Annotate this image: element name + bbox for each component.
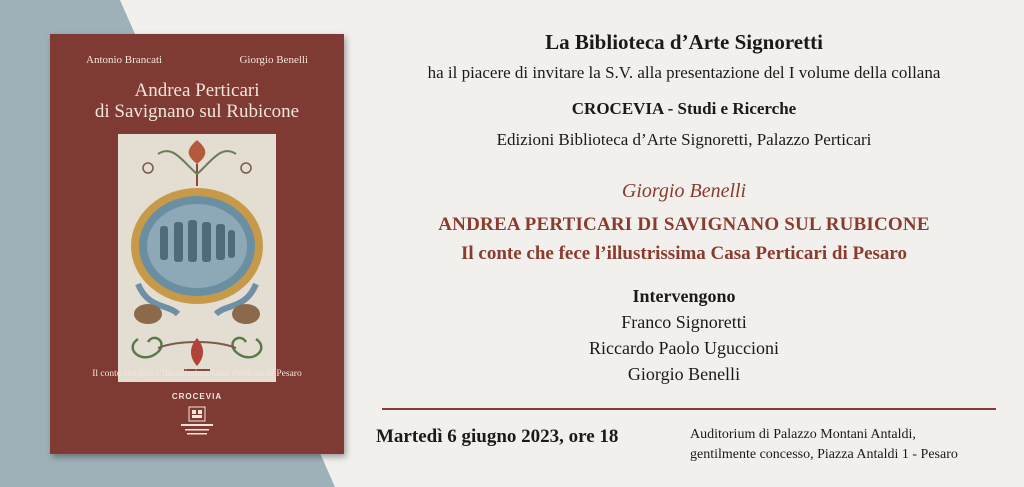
- book-cover-title-line2: di Savignano sul Rubicone: [94, 101, 300, 122]
- host-title: La Biblioteca d’Arte Signoretti: [545, 30, 823, 54]
- book-cover-series: CROCEVIA: [171, 392, 223, 401]
- speakers-heading: Intervengono: [632, 286, 736, 306]
- book-cover-subtitle-part2: l’illustrissima Casa Perticari di Pesaro: [154, 369, 302, 379]
- book-title: ANDREA PERTICARI DI SAVIGNANO SUL RUBICONE: [438, 214, 930, 235]
- publisher-logo-icon: [177, 406, 217, 436]
- book-cover-title-line1: Andrea Perticari: [134, 80, 260, 101]
- series-name: CROCEVIA - Studi e Ricerche: [571, 99, 797, 118]
- book-cover-subtitle-part1: Il conte che: [92, 369, 139, 379]
- book-cover-subtitle-italic: fece: [138, 369, 155, 379]
- divider-line: [382, 408, 996, 410]
- book-subtitle: Il conte che fece l’illustrissima Casa Perticari di Pesaro: [460, 243, 908, 264]
- book-cover-authors: [50, 54, 344, 66]
- book-cover-title: [50, 80, 344, 122]
- event-date-time: Martedì 6 giugno 2023, ore 18: [376, 426, 619, 447]
- venue-line2: gentilmente concesso, Piazza Antaldi 1 - Pesaro: [690, 447, 958, 462]
- speaker-name: Giorgio Benelli: [627, 364, 741, 384]
- event-venue: [690, 425, 958, 465]
- book-cover-author-left: Antonio Brancati: [86, 54, 163, 66]
- book-cover-subtitle: [50, 369, 344, 379]
- invite-text: ha il piacere di invitare la S.V. alla presentazione del I volume della collana: [427, 63, 941, 82]
- venue-line1: Auditorium di Palazzo Montani Antaldi,: [690, 427, 916, 442]
- book-author: Giorgio Benelli: [621, 180, 747, 202]
- book-cover-fresco-image: [118, 134, 276, 382]
- book-cover-author-right: Giorgio Benelli: [239, 54, 308, 66]
- speaker-name: Riccardo Paolo Uguccioni: [589, 338, 779, 358]
- book-cover: [50, 34, 344, 454]
- edition-text: Edizioni Biblioteca d’Arte Signoretti, Palazzo Perticari: [496, 130, 872, 149]
- speaker-name: Franco Signoretti: [621, 312, 747, 332]
